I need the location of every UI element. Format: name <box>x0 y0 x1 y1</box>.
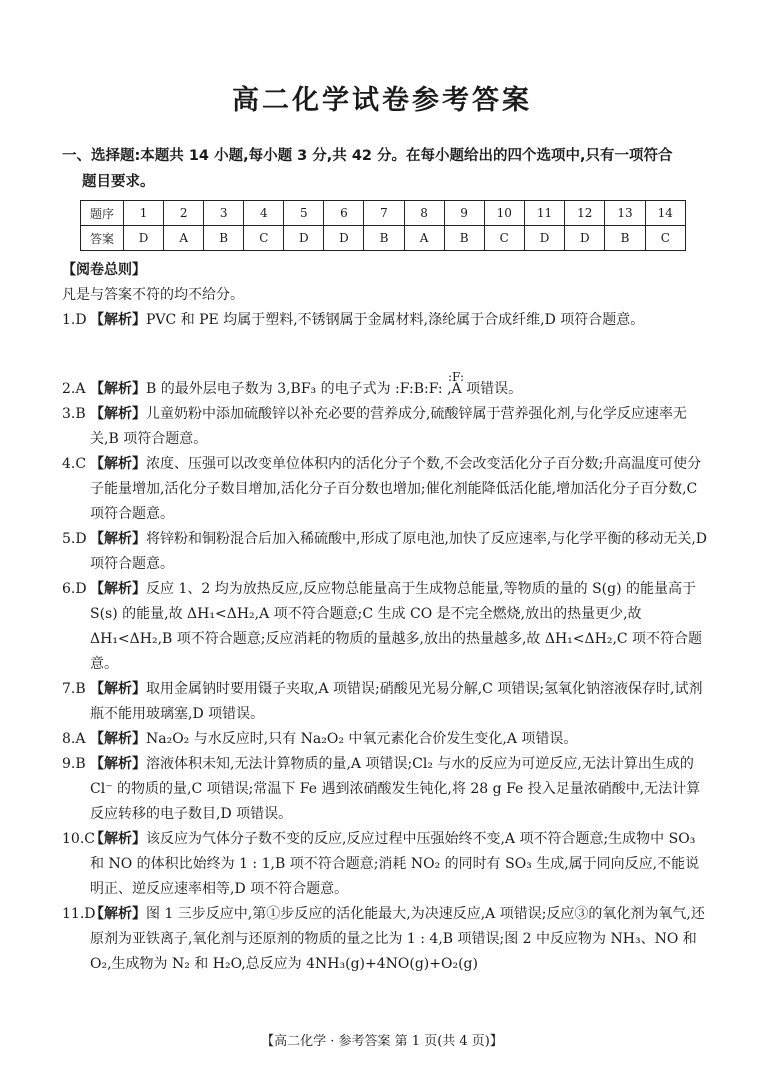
section-heading <box>62 143 712 195</box>
table-cell: 14 <box>645 201 685 226</box>
section-line-2: 题目要求。 <box>82 174 155 190</box>
item-tag: 【解析】 <box>90 906 146 922</box>
item-number: 11.D <box>62 906 96 922</box>
section-line-1: 一、选择题:本题共 14 小题,每小题 3 分,共 42 分。在每小题给出的四个选项中,只有一项符合 <box>62 148 673 164</box>
list-item <box>62 677 712 727</box>
list-item <box>62 308 712 333</box>
item-tag: 【解析】 <box>90 381 146 397</box>
item-number: 7.B <box>62 681 86 697</box>
answer-table <box>80 200 686 251</box>
table-cell: B <box>605 226 645 251</box>
item-number: 6.D <box>62 581 87 597</box>
item-number: 8.A <box>62 731 86 747</box>
table-cell: 3 <box>204 201 244 226</box>
table-cell: A <box>404 226 444 251</box>
item-text: PVC 和 PE 均属于塑料,不锈钢属于金属材料,涤纶属于合成纤维,D 项符合题意。 <box>146 312 645 328</box>
item-number: 9.B <box>62 756 86 772</box>
item-tag: 【解析】 <box>90 456 146 472</box>
list-item <box>62 402 712 452</box>
table-row <box>81 226 686 251</box>
table-cell: D <box>284 226 324 251</box>
item-number: 4.C <box>62 456 87 472</box>
item-tag: 【解析】 <box>90 756 146 772</box>
list-item <box>62 577 712 677</box>
item-number: 3.B <box>62 406 86 422</box>
item-number: 1.D <box>62 312 87 328</box>
table-cell: B <box>444 226 484 251</box>
item-text: 取用金属钠时要用镊子夹取,A 项错误;硝酸见光易分解,C 项错误;氢氧化钠溶液保存时,试剂瓶不能用玻璃塞,D 项错误。 <box>90 681 703 722</box>
item-text: B 的最外层电子数为 3,BF₃ 的电子式为 :F:B:F: ,A 项错误。 <box>146 381 523 397</box>
list-item <box>62 752 712 827</box>
item-tag: 【解析】 <box>90 681 146 697</box>
list-item <box>62 377 712 402</box>
table-cell: C <box>484 226 524 251</box>
list-item <box>62 827 712 902</box>
table-cell: 8 <box>404 201 444 226</box>
table-cell: 1 <box>124 201 164 226</box>
table-cell: 9 <box>444 201 484 226</box>
page-title: 高二化学试卷参考答案 <box>232 85 532 116</box>
table-cell: 4 <box>244 201 284 226</box>
table-cell: 12 <box>565 201 605 226</box>
table-cell: 2 <box>164 201 204 226</box>
table-cell: D <box>324 226 364 251</box>
list-item <box>62 902 712 977</box>
table-cell: D <box>565 226 605 251</box>
table-cell: 5 <box>284 201 324 226</box>
item-number: 5.D <box>62 531 87 547</box>
table-row <box>81 201 686 226</box>
table-cell: A <box>164 226 204 251</box>
page-footer: 【高二化学 · 参考答案 第 1 页(共 4 页)】 <box>261 1034 503 1049</box>
item-text: 该反应为气体分子数不变的反应,反应过程中压强始终不变,A 项不符合题意;生成物中 SO₃ 和 NO 的体积比始终为 1 : 1,B 项不符合题意;消耗 NO₂ 的同时有 SO₃ 生成,属于同向反应,不能说明正、逆反应速率相等,D 项不符合题意。 <box>90 831 700 897</box>
item-text: Na₂O₂ 与水反应时,只有 Na₂O₂ 中氧元素化合价发生变化,A 项错误。 <box>146 731 578 747</box>
item-text: 儿童奶粉中添加硫酸锌以补充必要的营养成分,硫酸锌属于营养强化剂,与化学反应速率无关,B 项符合题意。 <box>90 406 687 447</box>
table-cell: 6 <box>324 201 364 226</box>
item-text: 图 1 三步反应中,第①步反应的活化能最大,为决速反应,A 项错误;反应③的氧化剂为氧气,还原剂为亚铁离子,氧化剂与还原剂的物质的量之比为 1 : 4,B 项错误;图 2 中反应物为 NH₃、NO 和 O₂,生成物为 N₂ 和 H₂O,总反应为 4NH₃(g)+4NO(g)+O₂(g) <box>90 906 705 972</box>
table-cell: 10 <box>484 201 524 226</box>
table-cell: 13 <box>605 201 645 226</box>
item-tag: 【解析】 <box>90 831 146 847</box>
item-text: 浓度、压强可以改变单位体积内的活化分子个数,不会改变活化分子百分数;升高温度可使分子能量增加,活化分子数目增加,活化分子百分数也增加;催化剂能降低活化能,增加活化分子百分数,C 项符合题意。 <box>90 456 702 522</box>
item-text: 反应 1、2 均为放热反应,反应物总能量高于生成物总能量,等物质的量的 S(g) 的能量高于 S(s) 的能量,故 ΔH₁<ΔH₂,A 项不符合题意;C 生成 CO 是不完全燃烧,放出的热量更少,故 ΔH₁<ΔH₂,B 项不符合题意;反应消耗的物质的量越多,放出的热量越多,故 ΔH₁<ΔH₂,C 项不符合题意。 <box>90 581 703 672</box>
table-cell: B <box>204 226 244 251</box>
lewis-structure-top: :F: <box>448 370 464 384</box>
list-item <box>62 452 712 527</box>
item-number: 2.A <box>62 381 86 397</box>
table-cell: B <box>364 226 404 251</box>
table-cell: D <box>124 226 164 251</box>
item-number: 10.C <box>62 831 95 847</box>
table-cell: 7 <box>364 201 404 226</box>
table-cell: C <box>645 226 685 251</box>
rules-text: 凡是与答案不符的均不给分。 <box>62 287 244 303</box>
item-text: 溶液体积未知,无法计算物质的量,A 项错误;Cl₂ 与水的反应为可逆反应,无法计算出生成的 Cl⁻ 的物质的量,C 项错误;常温下 Fe 遇到浓硝酸发生钝化,将 28 g Fe 投入足量浓硝酸中,无法计算反应转移的电子数目,D 项错误。 <box>90 756 701 822</box>
table-cell: D <box>524 226 564 251</box>
item-tag: 【解析】 <box>90 312 146 328</box>
item-tag: 【解析】 <box>90 731 146 747</box>
item-tag: 【解析】 <box>90 406 146 422</box>
item-tag: 【解析】 <box>90 581 146 597</box>
table-row-label: 答案 <box>81 226 124 251</box>
rules-heading: 【阅卷总则】 <box>62 262 146 278</box>
table-cell: 11 <box>524 201 564 226</box>
answer-explanations <box>62 308 712 977</box>
table-cell: C <box>244 226 284 251</box>
item-text: 将锌粉和铜粉混合后加入稀硫酸中,形成了原电池,加快了反应速率,与化学平衡的移动无关,D 项符合题意。 <box>90 531 708 572</box>
list-item <box>62 727 712 752</box>
item-tag: 【解析】 <box>90 531 146 547</box>
table-row-label: 题序 <box>81 201 124 226</box>
list-item <box>62 527 712 577</box>
